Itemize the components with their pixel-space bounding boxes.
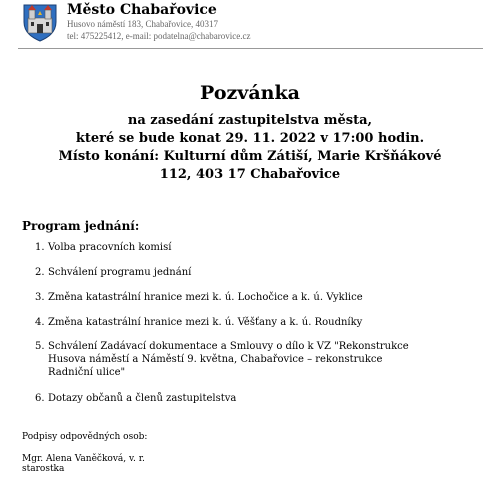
invitation-line: 112, 403 17 Chabařovice	[159, 167, 341, 182]
header-divider	[18, 48, 483, 49]
letterhead	[0, 0, 500, 46]
agenda-item-text: Změna katastrální hranice mezi k. ú. Lochočice a k. ú. Vyklice	[48, 292, 363, 303]
signatory-name: Mgr. Alena Vaněčková, v. r.	[22, 454, 145, 464]
agenda-item-number: 6.	[35, 393, 45, 404]
invitation-line: na zasedání zastupitelstva města,	[127, 113, 373, 128]
agenda-item-text: Schválení Zadávací dokumentace a Smlouvy o dílo k VZ "Rekonstrukce	[48, 341, 409, 352]
coat-of-arms-icon	[20, 2, 60, 42]
agenda-item-number: 3.	[35, 292, 45, 303]
agenda-item-number: 2.	[35, 267, 45, 278]
agenda-item-number: 4.	[35, 317, 45, 328]
document-title: Pozvánka	[200, 82, 300, 104]
invitation-line: Místo konání: Kulturní dům Zátiší, Marie Kršňákové	[58, 149, 442, 164]
agenda-item-text: Schválení programu jednání	[48, 267, 192, 278]
agenda-item-text: Volba pracovních komisí	[48, 242, 172, 253]
invitation-text	[28, 112, 472, 184]
town-contact: tel: 475225412, e-mail: podatelna@chabarovice.cz	[67, 31, 251, 41]
agenda-item-text: Změna katastrální hranice mezi k. ú. Věšťany a k. ú. Roudníky	[48, 317, 363, 328]
agenda-item-text: Radniční ulice"	[48, 367, 126, 378]
agenda-item-text: Dotazy občanů a členů zastupitelstva	[48, 393, 237, 404]
signatures-label: Podpisy odpovědných osob:	[22, 432, 148, 442]
signatory-role: starostka	[22, 464, 65, 474]
agenda-item-number: 5.	[35, 341, 45, 352]
town-address: Husovo náměstí 183, Chabařovice, 40317	[67, 19, 218, 29]
town-name: Město Chabařovice	[67, 2, 217, 18]
invitation-line: které se bude konat 29. 11. 2022 v 17:00 hodin.	[75, 131, 425, 146]
program-heading: Program jednání:	[22, 219, 140, 233]
agenda-item-text: Husova náměstí a Náměstí 9. května, Chabařovice – rekonstrukce	[48, 354, 383, 365]
agenda-item-number: 1.	[35, 242, 45, 253]
